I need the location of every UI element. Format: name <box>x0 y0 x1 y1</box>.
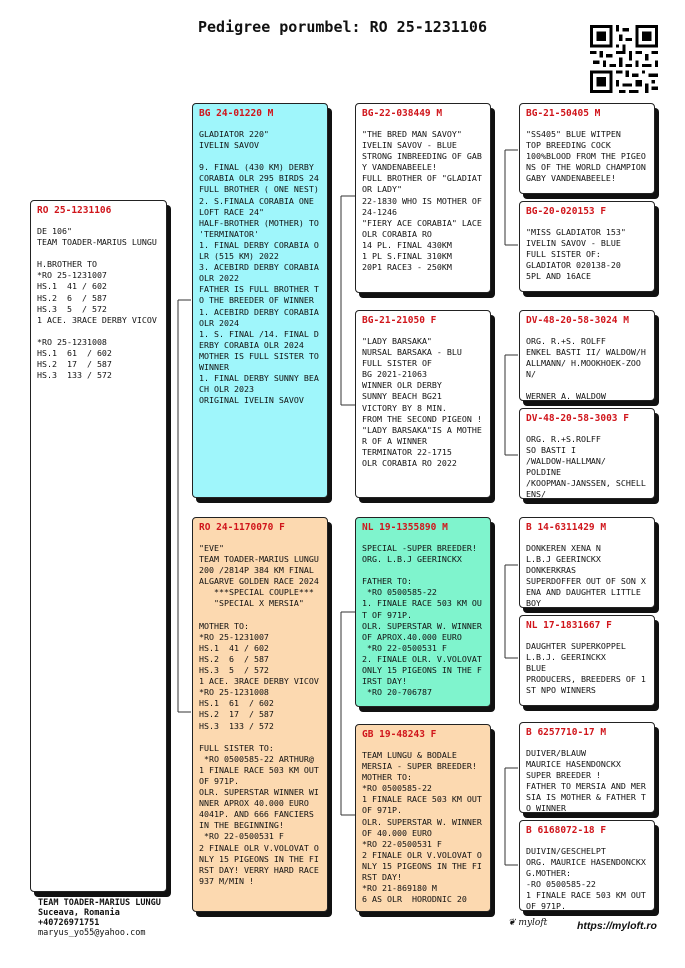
dam-card[interactable] <box>192 517 328 912</box>
sire-sire-card[interactable] <box>355 103 491 293</box>
sds-ring: DV-48-20-58-3024 M <box>526 315 629 326</box>
breeder-email[interactable]: maryus_yo55@yahoo.com <box>38 928 146 938</box>
sire-text: GLADIATOR 220" IVELIN SAVOV 9. FINAL (430 KM) DERBY CORABIA OLR 295 BIRDS 24 FULL BROTHER ( ONE NEST) 2. S.FINALA CORABIA ONE LOFT RACE 24" HALF-BROTHER (MOTHER) TO 'TERMINATOR' 1. FINAL DERBY CORABIA OLR (515 KM) 2022 3. ACEBIRD DERBY CORABIA OLR 2022 FATHER IS FULL BROTHER TO THE BREEDER OF WINNER 1. ACEBIRD DERBY CORABIA OLR 2024 1. S. FINAL /14. FINAL DERBY CORABIA OLR 2024 MOTHER IS FULL SISTER TO WINNER 1. FINAL DERBY SUNNY BEACH OLR 2023 ORIGINAL IVELIN SAVOV <box>199 129 319 406</box>
dam-sire-ring: NL 19-1355890 M <box>362 522 448 533</box>
subject-pigeon-card[interactable] <box>30 200 167 892</box>
dam-dam-card[interactable] <box>355 724 491 912</box>
ssd-text: "MISS GLADIATOR 153" IVELIN SAVOV - BLUE FULL SISTER OF: GLADIATOR 020138-20 5PL AND 16ACE <box>526 227 626 282</box>
page-title: Pedigree porumbel: RO 25-1231106 <box>198 18 487 36</box>
dam-text: "EVE" TEAM TOADER-MARIUS LUNGU 200 /2814P 384 KM FINAL ALGARVE GOLDEN RACE 2024 ***SPECIAL COUPLE*** "SPECIAL X MERSIA" MOTHER TO: *RO 25-1231007 HS.1 41 / 602 HS.2 6 / 587 HS.3 5 / 572 1 ACE. 3RACE DERBY VICOV *RO 25-1231008 HS.1 61 / 602 HS.2 17 / 587 HS.3 133 / 572 FULL SISTER TO: *RO 0500585-22 ARTHUR@ 1 FINALE RACE 503 KM OUT OF 971P. OLR. SUPERSTAR WINNER WINNER APROX 40.000 EURO 4041P. AND 666 FANCIERS IN THE BEGINNING! *RO 22-0500531 F 2 FINALE OLR V.VOLOVAT ONLY 15 PIGEONS IN THE FIRST DAY! VERRY HARD RACE 937 M/MIN ! <box>199 543 319 886</box>
subject-ring: RO 25-1231106 <box>37 205 112 216</box>
ddd-card[interactable] <box>519 820 655 911</box>
ddd-ring: B 6168072-18 F <box>526 825 607 836</box>
sire-sire-text: "THE BRED MAN SAVOY" IVELIN SAVOV - BLUE STRONG INBREEDING OF GABY VANDENABEELE! FULL BROTHER OF "GLADIATOR LADY" 22-1830 WHO IS MOTHER OF 24-1246 "FIERY ACE CORABIA" LACE OLR CORABIA RO 14 PL. FINAL 430KM 1 PL S.FINAL 310KM 20P1 RACE3 - 250KM <box>362 129 482 273</box>
dss-ring: B 14-6311429 M <box>526 522 607 533</box>
myloft-logo <box>508 918 547 928</box>
sire-dam-text: "LADY BARSAKA" NURSAL BARSAKA - BLU FULL SISTER OF BG 2021-21063 WINNER OLR DERBY SUNNY BEACH BG21 VICTORY BY 8 MIN. FROM THE SECOND PIGEON ! "LADY BARSAKA"IS A MOTHER OF A WINNER TERMINATOR 22-1715 OLR CORABIA RO 2022 <box>362 336 482 469</box>
pigeon-icon: ❦ <box>508 918 516 928</box>
dam-sire-text: SPECIAL -SUPER BREEDER! ORG. L.B.J GEERINCKX FATHER TO: *RO 0500585-22 1. FINALE RACE 503 KM OUT OF 971P. OLR. SUPERSTAR W. WINNER OF APROX.40.000 EURO *RO 22-0500531 F 2. FINALE OLR. V.VOLOVAT ONLY 15 PIGEONS IN THE FIRST DAY! *RO 20-706787 <box>362 543 482 698</box>
sire-dam-card[interactable] <box>355 310 491 498</box>
dam-sire-card[interactable] <box>355 517 491 707</box>
sire-ring: BG 24-01220 M <box>199 108 274 119</box>
dsd-ring: NL 17-1831667 F <box>526 620 612 631</box>
dds-card[interactable] <box>519 722 655 813</box>
subject-text: DE 106" TEAM TOADER-MARIUS LUNGU H.BROTHER TO *RO 25-1231007 HS.1 41 / 602 HS.2 6 / 587 HS.3 5 / 572 1 ACE. 3RACE DERBY VICOV *RO 25-1231008 HS.1 61 / 602 HS.2 17 / 587 HS.3 133 / 572 <box>37 226 157 381</box>
dds-ring: B 6257710-17 M <box>526 727 607 738</box>
dds-text: DUIVER/BLAUW MAURICE HASENDONCKX SUPER BREEDER ! FATHER TO MERSIA AND MERSIA IS MOTHER & FATHER TO WINNER <box>526 748 646 813</box>
dss-text: DONKEREN XENA N L.B.J GEERINCKX DONKERKRAS SUPERDOFFER OUT OF SON XENA AND DAUGHTER LITTLE BOY <box>526 543 646 608</box>
breeder-phone[interactable]: +40726971751 <box>38 918 100 928</box>
dsd-text: DAUGHTER SUPERKOPPEL L.B.J. GEERINCKX BLUE PRODUCERS, BREEDERS OF 1ST NPO WINNERS <box>526 641 646 696</box>
dam-ring: RO 24-1170070 F <box>199 522 285 533</box>
sire-card[interactable] <box>192 103 328 498</box>
sdd-card[interactable] <box>519 408 655 499</box>
sds-text: ORG. R.+S. ROLFF ENKEL BASTI II/ WALDOW/HALLMANN/ H.MOOKHOEK-ZOON/ WERNER A. WALDOW <box>526 336 646 401</box>
sire-sire-ring: BG-22-038449 M <box>362 108 443 119</box>
dam-dam-text: TEAM LUNGU & BODALE MERSIA - SUPER BREEDER! MOTHER TO: *RO 0500585-22 1 FINALE RACE 503 KM OUT OF 971P. OLR. SUPERSTAR W. WINNER OF 40.000 EURO *RO 22-0500531 F 2 FINALE OLR V.VOLOVAT ONLY 15 PIGEONS IN THE FIRST DAY! *RO 21-869180 M 6 AS OLR HORODNIC 20 <box>362 750 482 905</box>
sss-card[interactable] <box>519 103 655 194</box>
ssd-ring: BG-20-020153 F <box>526 206 607 217</box>
breeder-city: Suceava, Romania <box>38 908 120 918</box>
ddd-text: DUIVIN/GESCHELPT ORG. MAURICE HASENDONCKX G.MOTHER: -RO 0500585-22 1 FINALE RACE 503 KM OUT OF 971P. <box>526 846 646 911</box>
breeder-contact <box>38 898 161 938</box>
dam-dam-ring: GB 19-48243 F <box>362 729 437 740</box>
ssd-card[interactable] <box>519 201 655 292</box>
sds-card[interactable] <box>519 310 655 401</box>
logo-text: myloft <box>518 918 548 928</box>
sdd-text: ORG. R.+S.ROLFF SO BASTI I /WALDOW-HALLMAN/ POLDINE /KOOPMAN-JANSSEN, SCHELLENS/ <box>526 434 646 499</box>
sdd-ring: DV-48-20-58-3003 F <box>526 413 629 424</box>
breeder-team: TEAM TOADER-MARIUS LUNGU <box>38 898 161 908</box>
dsd-card[interactable] <box>519 615 655 706</box>
website-link[interactable]: https://myloft.ro <box>577 920 657 932</box>
sss-text: "SS405" BLUE WITPEN TOP BREEDING COCK 100%BLOOD FROM THE PIGEONS OF THE WORLD CHAMPION GABY VANDENABEELE! <box>526 129 646 184</box>
sire-dam-ring: BG-21-21050 F <box>362 315 437 326</box>
dss-card[interactable] <box>519 517 655 608</box>
sss-ring: BG-21-50405 M <box>526 108 601 119</box>
